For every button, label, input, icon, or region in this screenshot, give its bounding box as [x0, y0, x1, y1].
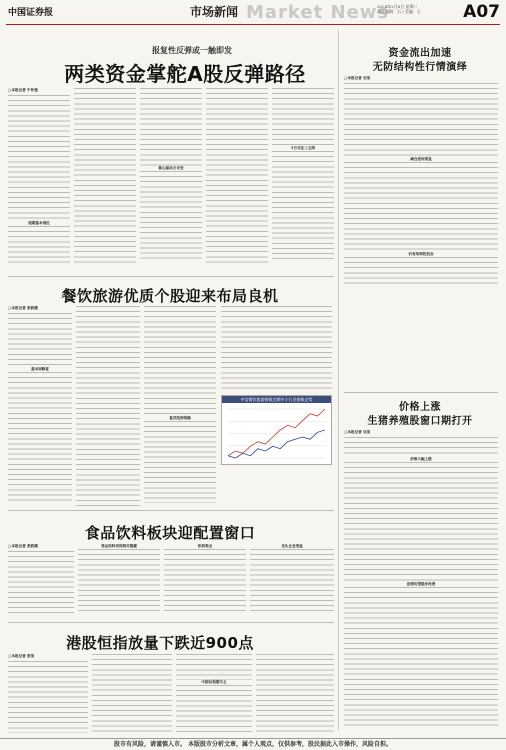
right-story-2-body: □本报记者 吴某 价格大幅上涨 业绩有望稳步改善	[344, 430, 498, 730]
right-story-2-headline-1: 价格上涨	[399, 402, 441, 413]
hk-story-col-1: □本报记者 张某	[8, 654, 88, 734]
right-story-2-headline-2: 生猪养殖股窗口期打开	[367, 416, 473, 427]
subhead: 核心驱动力未变	[158, 166, 184, 170]
section-title: 市场新闻	[190, 5, 239, 19]
right-story-1-body: □本报记者 吴某 减仓进攻明显 仍有结构性机会	[344, 76, 498, 288]
chart-plot	[222, 403, 331, 464]
top-story-col-1: □本报记者 牛仲逸 短期基本到位	[8, 88, 70, 266]
subhead: 业绩有望稳步改善	[406, 582, 436, 587]
right-story-1-headline-2: 无防结构性行情演绎	[372, 62, 468, 73]
subhead: 5月关注三主线	[290, 146, 316, 150]
food-story-col-3	[164, 544, 246, 616]
footer-disclaimer: 股市有风险，请谨慎入市。 本版股市分析文章，属个人观点，仅供参考，股民据此入市操作，风险自担。	[0, 738, 506, 750]
section-divider	[8, 510, 334, 511]
hk-story-col-4	[256, 654, 334, 734]
food-story-col-2	[78, 544, 160, 616]
food-story-headline: 食品饮料板块迎配置窗口	[84, 524, 256, 542]
top-story-col-5	[272, 88, 334, 266]
section-divider	[8, 622, 334, 623]
page-number: A07	[463, 2, 500, 22]
subhead: 价格大幅上涨	[410, 457, 432, 462]
right-story-1-headline-1: 资金流出加速	[388, 48, 452, 59]
section-title-en: Market News	[246, 2, 390, 23]
section-divider	[8, 276, 334, 277]
top-story-headline: 两类资金掌舵A股反弹路径	[64, 62, 306, 86]
subhead: 仍有结构性机会	[408, 252, 434, 257]
hk-story-col-3	[176, 654, 252, 734]
top-story-col-2	[74, 88, 136, 266]
mid-story-col-1: □本报记者 张韵蝶 基本面修复	[8, 306, 72, 506]
subhead: 短期基本到位	[28, 221, 50, 226]
hk-story-col-2	[92, 654, 172, 734]
mid-story-col-4	[221, 306, 332, 392]
top-story-col-4	[206, 88, 268, 266]
subhead: 中期以预期为主	[201, 680, 227, 684]
top-story-kicker: 报复性反弹或一触即发	[152, 45, 232, 55]
column-divider	[338, 30, 339, 730]
issue-meta: 2024年2月6日 星期二 责任编辑：石 / 美编：王	[377, 4, 421, 14]
subhead: 食品饮料表现相对稳健	[101, 544, 137, 548]
chart-series-line	[228, 430, 325, 458]
subhead: 机构观点	[197, 544, 213, 548]
masthead-rule	[6, 24, 500, 25]
mid-story-col-3	[144, 306, 216, 506]
newspaper-logo: 中国证券报	[8, 8, 54, 18]
food-story-col-1: □本报记者 张韵蝶	[8, 544, 74, 616]
masthead	[0, 0, 506, 26]
subhead: 复苏趋势明确	[169, 416, 191, 420]
subhead: 龙头企业受益	[281, 544, 303, 548]
food-story-col-4	[250, 544, 334, 616]
index-chart	[221, 395, 332, 465]
subhead: 基本面修复	[31, 367, 49, 372]
hk-story-headline: 港股恒指放量下跌近900点	[66, 634, 254, 652]
mid-story-col-2	[76, 306, 140, 506]
top-story-col-3	[140, 88, 202, 266]
chart-title: 中信餐饮旅游指数近期多个行业指数走势	[222, 396, 331, 403]
subhead: 减仓进攻明显	[410, 157, 432, 162]
section-divider	[344, 392, 498, 393]
chart-series-line	[228, 409, 325, 456]
mid-story-headline: 餐饮旅游优质个股迎来布局良机	[61, 287, 279, 305]
